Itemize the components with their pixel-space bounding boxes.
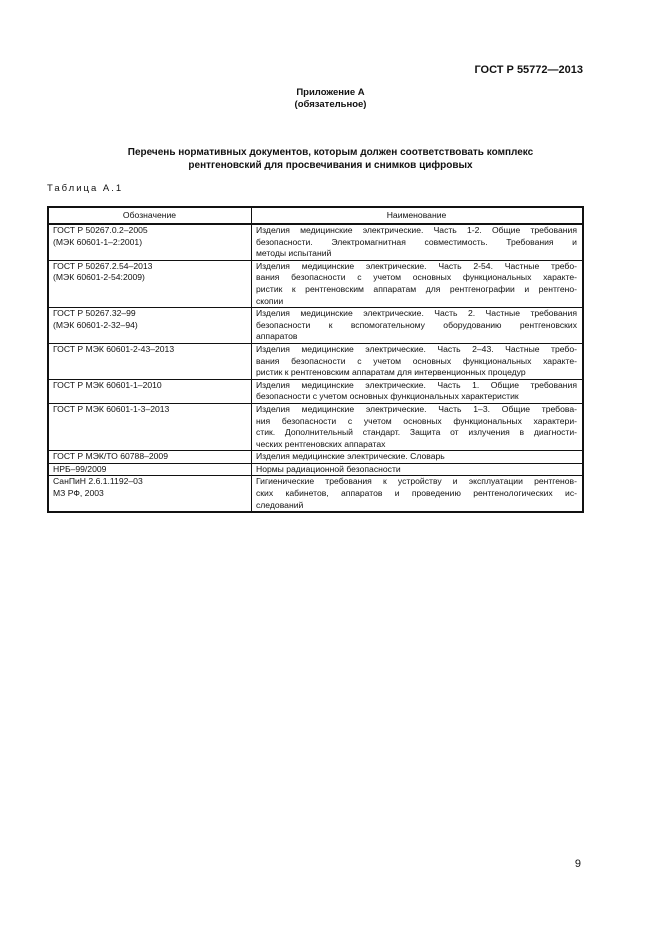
name-line: Изделия медицинские электрические. Часть 1. Общие требования bbox=[256, 379, 577, 390]
name-line: вания безопасности с учетом основных функциональных характе- bbox=[256, 355, 577, 366]
table-header-row bbox=[48, 207, 583, 224]
annex-title: Приложение А bbox=[296, 87, 365, 98]
designation-line: (МЭК 60601-2-54:2009) bbox=[53, 272, 145, 283]
column-header-name: Наименование bbox=[252, 207, 584, 224]
designation-line: (МЭК 60601-1–2:2001) bbox=[53, 236, 143, 247]
name-cell bbox=[252, 451, 584, 464]
designation-cell bbox=[48, 403, 252, 450]
name-line: ния безопасности с учетом основных функциональных характери- bbox=[256, 415, 577, 426]
table-row bbox=[48, 451, 583, 464]
designation-line: ГОСТ Р 50267.0.2–2005 bbox=[53, 225, 148, 235]
name-line: Гигиенические требования к устройству и эксплуатации рентгенов- bbox=[256, 476, 577, 487]
designation-line: СанПиН 2.6.1.1192–03 bbox=[53, 476, 143, 487]
designation-line: ГОСТ Р 50267.2.54–2013 bbox=[53, 260, 153, 271]
name-line: безопасности с учетом основных функциональных характеристик bbox=[256, 391, 519, 402]
name-line: Изделия медицинские электрические. Часть 2. Частные требования bbox=[256, 308, 577, 319]
designation-line: ГОСТ Р 50267.32–99 bbox=[53, 308, 136, 319]
name-cell bbox=[252, 260, 584, 307]
section-title-line: Перечень нормативных документов, которым должен соответствовать комплекс bbox=[127, 147, 534, 158]
name-line: Изделия медицинские электрические. Часть 2-54. Частные требо- bbox=[256, 260, 577, 271]
name-line: Нормы радиационной безопасности bbox=[256, 463, 401, 474]
name-line: вания безопасности с учетом основных функциональных характе- bbox=[256, 272, 577, 283]
name-line: следований bbox=[256, 499, 304, 510]
name-line: скопии bbox=[256, 295, 284, 306]
table-row bbox=[48, 343, 583, 379]
name-cell bbox=[252, 308, 584, 344]
name-line: Изделия медицинские электрические. Часть 1–3. Общие требова- bbox=[256, 403, 577, 414]
name-line: ристик к рентгеновским аппаратам для интервенционных процедур bbox=[256, 367, 526, 378]
designation-cell bbox=[48, 224, 252, 260]
table-row bbox=[48, 260, 583, 307]
table-row bbox=[48, 403, 583, 450]
column-header-designation: Обозначение bbox=[48, 207, 252, 224]
table-row bbox=[48, 224, 583, 260]
section-title-line: рентгеновский для просвечивания и снимков цифровых bbox=[188, 160, 473, 171]
name-line: аппаратов bbox=[256, 331, 298, 342]
designation-line: ГОСТ Р МЭК/ТО 60788–2009 bbox=[53, 451, 168, 462]
name-line: ческих рентгеновских аппаратах bbox=[256, 438, 386, 449]
name-cell bbox=[252, 403, 584, 450]
annex-status: (обязательное) bbox=[294, 99, 367, 110]
designation-cell bbox=[48, 260, 252, 307]
name-cell bbox=[252, 343, 584, 379]
table-row bbox=[48, 308, 583, 344]
table-row bbox=[48, 476, 583, 512]
name-cell bbox=[252, 476, 584, 512]
designation-cell bbox=[48, 308, 252, 344]
name-cell bbox=[252, 463, 584, 476]
table-label: Таблица А.1 bbox=[47, 183, 124, 194]
document-number: ГОСТ Р 55772—2013 bbox=[474, 64, 583, 76]
designation-cell bbox=[48, 476, 252, 512]
designation-line: ГОСТ Р МЭК 60601-1–2010 bbox=[53, 379, 162, 390]
designation-cell bbox=[48, 343, 252, 379]
designation-line: ГОСТ Р МЭК 60601-1-3–2013 bbox=[53, 403, 170, 414]
name-line: Изделия медицинские электрические. Часть 2–43. Частные требо- bbox=[256, 343, 577, 354]
name-line: ристик к рентгеновским аппаратам для рентгенографии и рентгено- bbox=[256, 283, 577, 294]
designation-cell bbox=[48, 379, 252, 403]
section-title bbox=[0, 146, 661, 172]
standards-table bbox=[47, 206, 584, 513]
name-line: Изделия медицинские электрические. Словарь bbox=[256, 451, 445, 462]
annex-heading bbox=[0, 87, 661, 111]
name-line: безопасности к вспомогательному оборудованию рентгеновских bbox=[256, 319, 577, 330]
name-line: стик. Дополнительный стандарт. Защита от излучения в диагности- bbox=[256, 427, 577, 438]
name-cell bbox=[252, 224, 584, 260]
name-line: Изделия медицинские электрические. Часть 1-2. Общие требования bbox=[256, 225, 577, 235]
name-line: ских кабинетов, аппаратов и проведению рентгенологических ис- bbox=[256, 488, 577, 499]
designation-line: ГОСТ Р МЭК 60601-2-43–2013 bbox=[53, 343, 175, 354]
designation-line: НРБ–99/2009 bbox=[53, 463, 107, 474]
name-cell bbox=[252, 379, 584, 403]
designation-cell bbox=[48, 463, 252, 476]
designation-line: (МЭК 60601-2-32–94) bbox=[53, 319, 138, 330]
designation-cell bbox=[48, 451, 252, 464]
name-line: безопасности. Электромагнитная совместимость. Требования и bbox=[256, 236, 577, 247]
page-number: 9 bbox=[574, 858, 581, 870]
table-row bbox=[48, 379, 583, 403]
table-row bbox=[48, 463, 583, 476]
designation-line: МЗ РФ, 2003 bbox=[53, 488, 104, 499]
name-line: методы испытаний bbox=[256, 248, 332, 259]
